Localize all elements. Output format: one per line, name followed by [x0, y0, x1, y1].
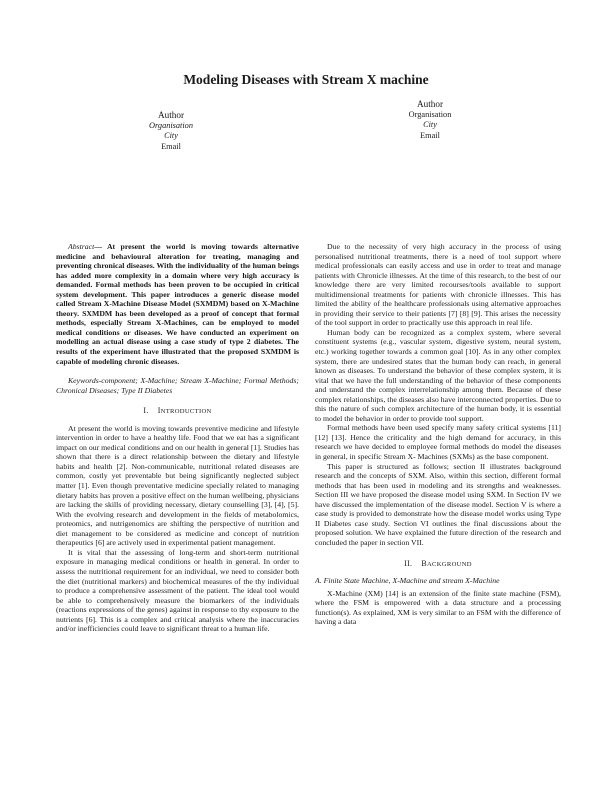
paragraph: X-Machine (XM) [14] is an extension of the finite state machine (FSM), where the FSM is empowered with a data structure and a processing function(s). As explained, XM is very similar to an FSM with the difference of having a data [315, 588, 561, 627]
left-column [56, 242, 299, 634]
paragraph: Formal methods have been used specify many safety critical systems [11] [12] [13]. Hence the criticality and the high demand for accuracy, in this research we have decided to employee formal methods do model the diseases in general, in specific Stream X- Machines (SXMs) as the base component. [315, 423, 561, 462]
right-column [315, 242, 561, 627]
abstract [56, 242, 299, 366]
section-heading-introduction: I. INTRODUCTION [143, 406, 212, 416]
paper-title: Modeling Diseases with Stream X machine [183, 72, 429, 87]
author-email: Email [420, 130, 440, 140]
author-city: City [423, 120, 437, 129]
paragraph: Human body can be recognized as a complex system, where several constituent systems (e.g., vascular system, digestive system, neural system, etc.) working together towards a common goal [10]. As in any other complex system, there are undesired states that the human body can reach, in general known as diseases. To understand the behavior of these complex system, it is vital that we have the full understanding of the behavior of these components and understand the complex interrelationship among them. Because of these complex relationships, the diseases also have interconnected properties. Due to this the nature of such complex architecture of the human body, it is essential to model the behavior in order to provide tool support. [315, 327, 561, 423]
author-block-1 [106, 110, 236, 152]
paragraph: At present the world is moving towards preventive medicine and lifestyle intervention in order to have a healthy life. Food that we eat has a significant impact on our medical conditions and on our health in general [1]. Studies has shown that there is a direct relationship between the dietary and lifestyle habits and health [2]. Non-communicable, nutritional related diseases are common, costly yet preventable but being significantly neglected subject matter [1]. Even though preventative medicine specially related to managing dietary habits has proven a positive effect on the human wellbeing, physicians are lacking the skills of providing necessary, dietary counselling [3], [4], [5]. With the evolving research and development in the fields of metabolomics, proteomics, and nutrigenomics are shifting the perspective of nutrition and diet management to be considered as medicine and concept of nutrition therapeutics [6] are actively used in experimental patient management. [56, 423, 299, 548]
abstract-lead: Abstract [68, 242, 95, 251]
author-name: Author [157, 110, 185, 120]
author-organisation: Organisation [149, 120, 193, 130]
paragraph: Due to the necessity of very high accuracy in the process of using personalised nutritional treatments, there is a need of tool support where medical professionals can easily access and use in order to treat and manage patients with Chronicle illnesses. At the time of this research, to the best of our knowledge there are very limited recourses/tools available to support multidimensional treatments for patients with chronicle illnesses. This has limited the ability of the healthcare professionals using alternative approaches in providing their service to their patients [7] [8] [9]. This arises the necessity of the tool support in order to practically use this approach in real life. [315, 242, 561, 328]
abstract-text: — At present the world is moving towards alternative medicine and behavioural alteration for treating, managing and preventing chronical diseases. With the individuality of the human beings has added more complexity in a domain where very high accuracy is demanded. Formal methods has been proven to be occupied in critical system development. This paper introduces a generic disease model called Stream X-Machine Disease Model (SXMDM) based on X-Machine theory. SXMDM has been developed as a proof of concept that formal methods, especially Stream X-Machines, can be employed to model medical conditions or diseases. We have conducted an experiment on modelling an actual disease using a case study of type 2 diabetes. The results of the experiment have illustrated that the proposed SXMDM is capable of modeling chronic diseases. [56, 242, 299, 366]
paragraph: It is vital that the assessing of long-term and short-term nutritional exposure in managing medical conditions or health in general. In order to assess the nutritional requirement for an individual, we need to consider both the diet (nutritional markers) and biochemical measures of the thy individual to produce a comprehensive assessment of the patient. The ideal tool would be able to comprehensively measure the biomarkers of the individuals (reactions expressions of the genes) against in response to thy exposure to the nutrients [6]. This is a complex and critical analysis where the inaccuracies and/or inefficiencies could leave to significant threat to a human life. [56, 547, 299, 634]
author-city: City [164, 131, 178, 140]
keywords: Keywords-component; X-Machine; Stream X-Machine; Formal Methods; Chronical Diseases; Type II Diabetes [56, 376, 299, 395]
subsection-heading: A. Finite State Machine, X-Machine and stream X-Machine [315, 576, 500, 586]
author-name: Author [416, 99, 444, 109]
author-block-2 [365, 99, 495, 141]
section-heading-background: II. BACKGROUND [404, 558, 472, 568]
author-email: Email [161, 141, 181, 151]
paragraph: This paper is structured as follows; section II illustrates background research and the concepts of SXM. Also, within this section, different formal methods that has been used in modeling and its strengths and weaknesses. Section III we have proposed the disease model using SXM. In Section IV we have discussed the implementation of the disease model. Section V is where a case study is provided to demonstrate how the disease model works using Type II Diabetes case study. Section VI outlines the final discussions about the proposed solution. We have explained the future direction of the research and concluded the paper in section VII. [315, 461, 561, 547]
author-organisation: Organisation [408, 109, 452, 119]
